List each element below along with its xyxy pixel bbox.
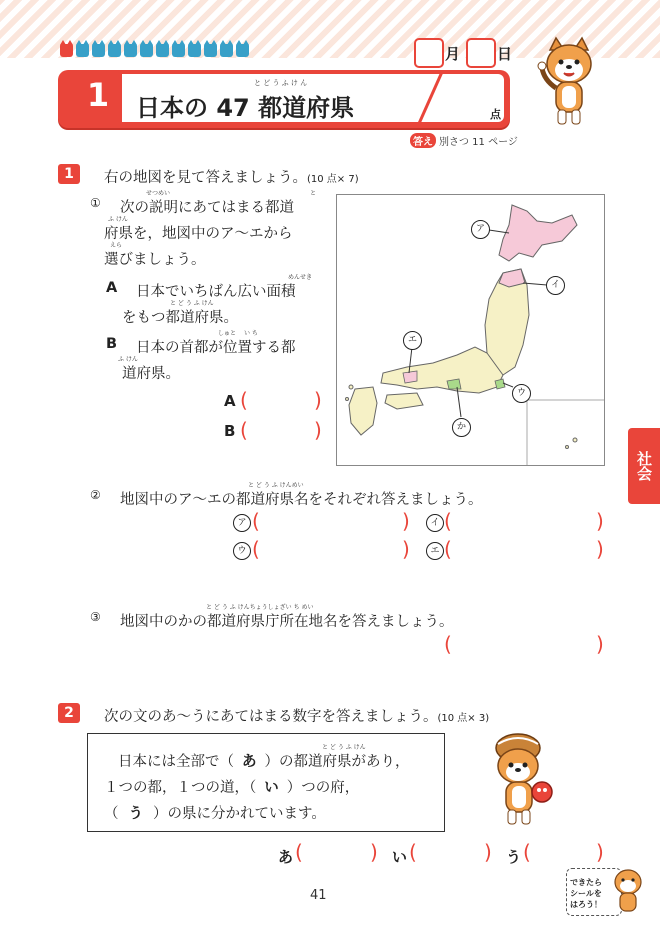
q2-ruby: と ど う ふ けん [322, 744, 366, 751]
answer-field-i-close: ) [596, 509, 604, 533]
month-label: 月 [445, 45, 461, 63]
ruby-era: えら [110, 242, 123, 249]
ruby-fuken: ふ けん [108, 216, 128, 223]
map-label-e: エ [403, 331, 422, 350]
sub3-ruby: と ど う ふ けんちょうしょざい ち めい [206, 604, 314, 611]
ruby-menseki: めんせき [288, 274, 313, 281]
q2-line2 [104, 776, 359, 797]
title-ruby: と ど う ふ け ん [254, 79, 308, 87]
q2-points: (10 点× 3) [437, 713, 490, 724]
unit-number: 1 [86, 76, 110, 114]
answer-label-a-kana: あ [278, 848, 294, 866]
progress-cat-icons [60, 44, 249, 57]
answer-field-ka-close: ) [596, 632, 604, 656]
ruby-fuken-b: ふ けん [118, 356, 138, 363]
item-b-line2: 道府県。 [122, 366, 180, 382]
cat-icon [156, 44, 169, 57]
answer-field-u-kana[interactable]: ( [523, 840, 531, 864]
answer-field-u-close: ) [402, 537, 410, 561]
answer-label-i: イ [426, 514, 444, 532]
item-a-line1: 日本でいちばん広い面積 [136, 284, 296, 300]
answer-label-e: エ [426, 542, 444, 560]
cat-icon [92, 44, 105, 57]
answer-label-u: ウ [233, 542, 251, 560]
answer-field-ka[interactable]: ( [444, 632, 452, 656]
question-number-2: 2 [58, 703, 80, 723]
cat-icon [140, 44, 153, 57]
sub3-marker: ③ [90, 610, 101, 624]
map-label-ka: か [452, 418, 471, 437]
q2-line3 [104, 802, 326, 823]
answer-b-field[interactable]: ( [240, 418, 248, 442]
q2-mark-i: い [264, 780, 279, 796]
answer-field-e-close: ) [596, 537, 604, 561]
sub1-line1: 次の説明にあてはまる都道 [120, 200, 294, 216]
answer-field-i[interactable]: ( [444, 509, 452, 533]
ruby-setsumei: せつめい [146, 190, 171, 197]
q2-prompt-text: 次の文のあ〜うにあてはまる数字を答えましょう。 [104, 709, 438, 725]
small-dog-mascot-icon [610, 866, 646, 918]
cat-icon [76, 44, 89, 57]
q2-prompt [104, 705, 489, 726]
sub2-ruby: と ど う ふ けんめい [248, 482, 304, 489]
answer-label-i-kana: い [392, 848, 408, 866]
map-label-i: イ [546, 276, 565, 295]
answer-a-close: ) [314, 388, 322, 412]
q2-line1-b: ）の都道府県があり， [264, 754, 410, 770]
sub2-text: 地図中のア〜エの都道府県名をそれぞれ答えましょう。 [120, 492, 483, 508]
ruby-todofuken-a: と ど う ふ けん [170, 300, 214, 307]
sub1-line2: 府県を，地図中のア〜エから [104, 226, 293, 242]
answer-b-close: ) [314, 418, 322, 442]
answer-field-e[interactable]: ( [444, 537, 452, 561]
cat-icon [236, 44, 249, 57]
score-label: 点 [490, 108, 501, 121]
answer-field-u-kana-close: ) [596, 840, 604, 864]
q2-line3-a: （ [104, 806, 119, 822]
page-number: 41 [310, 888, 327, 903]
answer-field-a-close: ) [402, 509, 410, 533]
answer-field-u[interactable]: ( [252, 537, 260, 561]
cat-icon [188, 44, 201, 57]
item-b-label: B [106, 336, 118, 352]
cat-icon [60, 44, 73, 57]
question-number-1: 1 [58, 164, 80, 184]
unit-title: 日本の 47 都道府県 [136, 94, 355, 122]
sub1-line3: 選びましょう。 [104, 252, 206, 268]
sub3-text: 地図中のかの都道府県庁所在地名を答えましょう。 [120, 614, 454, 630]
day-label: 日 [497, 45, 513, 63]
answer-field-i-kana-close: ) [484, 840, 492, 864]
sticker-text: できたら シールを はろう！ [570, 878, 602, 909]
cat-icon [204, 44, 217, 57]
answer-a-label: A [224, 392, 236, 410]
answer-a-field[interactable]: ( [240, 388, 248, 412]
cat-icon [124, 44, 137, 57]
q1-points: (10 点× 7) [307, 174, 359, 185]
month-input-box[interactable] [414, 38, 444, 68]
q2-mark-a: あ [242, 754, 257, 770]
answer-field-a-kana[interactable]: ( [295, 840, 303, 864]
subject-tab: 社会 [628, 428, 660, 504]
ruby-shuto: しゅと [218, 330, 237, 337]
item-a-label: A [106, 280, 118, 296]
q2-line1-a: 日本には全部で（ [118, 754, 234, 770]
q2-line2-b: ）つの府， [286, 780, 360, 796]
answer-badge: 答え [410, 133, 436, 148]
sub1-marker: ① [90, 196, 101, 210]
answer-label-u-kana: う [506, 848, 522, 866]
sub2-marker: ② [90, 488, 101, 502]
ruby-to: と [310, 190, 317, 197]
q2-line1 [118, 750, 410, 771]
answer-b-label: B [224, 422, 236, 440]
dog-mascot-icon [536, 36, 602, 132]
answer-field-a[interactable]: ( [252, 509, 260, 533]
answer-page: 別さつ 11 ページ [439, 137, 518, 148]
ruby-ichi: い ち [244, 330, 258, 337]
q1-prompt [104, 166, 359, 187]
cat-icon [220, 44, 233, 57]
cat-icon [108, 44, 121, 57]
answer-reference [410, 133, 518, 148]
answer-field-i-kana[interactable]: ( [409, 840, 417, 864]
q1-prompt-text: 右の地図を見て答えましょう。 [104, 170, 307, 186]
answer-label-a: ア [233, 514, 251, 532]
cat-icon [172, 44, 185, 57]
q2-line3-b: ）の県に分かれています。 [153, 806, 326, 822]
answer-field-a-kana-close: ) [370, 840, 378, 864]
q2-mark-u: う [128, 806, 143, 822]
map-label-a: ア [471, 220, 490, 239]
item-b-line1: 日本の首都が位置する都 [136, 340, 296, 356]
item-a-line2: をもつ都道府県。 [122, 310, 238, 326]
q2-line2-a: １つの都，１つの道，（ [104, 780, 257, 796]
day-input-box[interactable] [466, 38, 496, 68]
map-label-u: ウ [512, 384, 531, 403]
takoyaki-dog-mascot-icon [484, 728, 558, 832]
